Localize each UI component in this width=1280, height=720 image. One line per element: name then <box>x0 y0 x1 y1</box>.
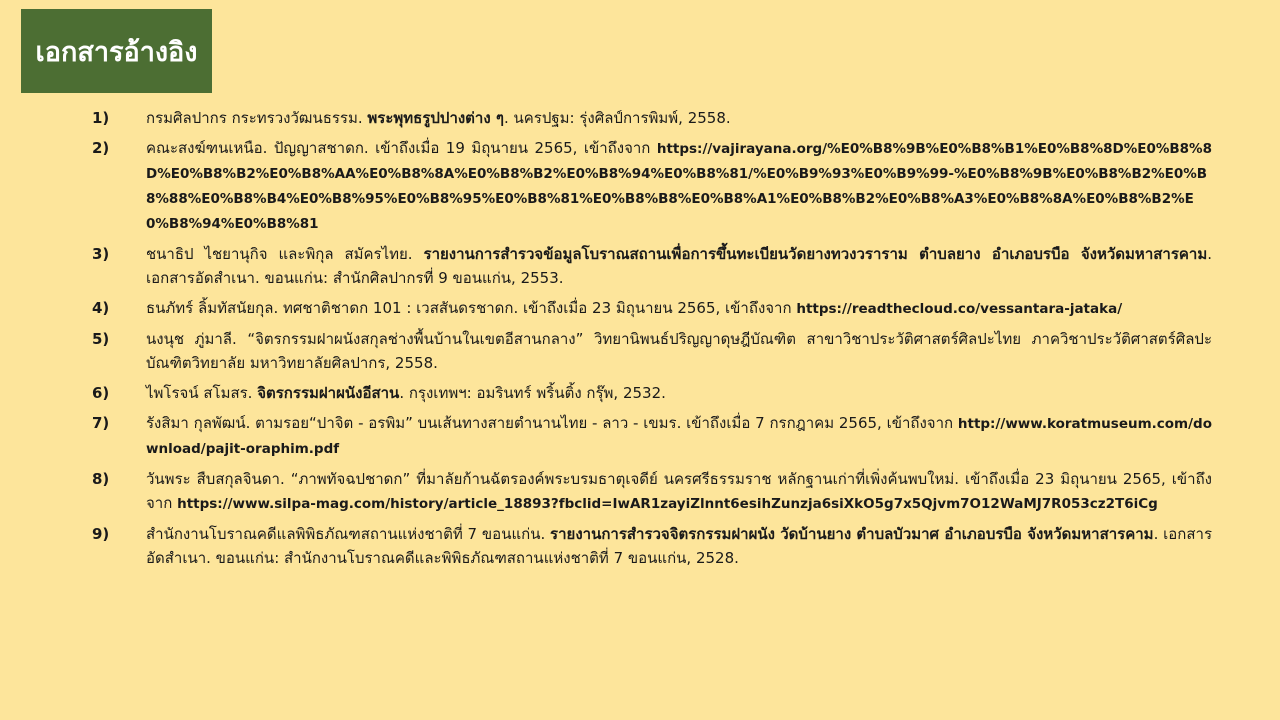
reference-item <box>92 467 1212 516</box>
reference-text <box>146 467 1212 516</box>
reference-author-part: ไพโรจน์ สโมสร. <box>146 384 258 402</box>
reference-item <box>92 327 1212 375</box>
reference-text <box>146 136 1212 236</box>
reference-number: 8) <box>92 470 110 488</box>
reference-publication-part: . นครปฐม: รุ่งศิลป์การพิมพ์, 2558. <box>503 109 731 127</box>
reference-publication-part: . กรุงเทพฯ: อมรินทร์ พริ้นติ้ง กรุ๊พ, 2532. <box>399 384 666 402</box>
reference-title-bold: พระพุทธรูปปางต่าง ๆ <box>367 109 504 127</box>
reference-author-part: คณะสงฆ์ฑนเหนือ. ปัญญาสชาดก. เข้าถึงเมื่อ 19 มิถุนายน 2565, เข้าถึงจาก <box>146 139 651 157</box>
reference-text <box>146 381 1212 405</box>
reference-author-part: นงนุช ภู่มาลี. “จิตรกรรมฝาผนังสกุลช่างพื้นบ้านในเขตอีสานกลาง” วิทยานิพนธ์ปริญญาดุษฎีบัณฑิต สาขาวิชาประวัติศาสตร์ศิลปะไทย ภาควิชาประวัติศาสตร์ศิลปะ บัณฑิตวิทยาลัย มหาวิทยาลัยศิลปากร, 2558. <box>146 330 1212 372</box>
reference-title-bold: รายงานการสำรวจข้อมูลโบราณสถานเพื่อการขึ้นทะเบียนวัดยางทวงวราราม ตำบลยาง อำเภอบรบือ จังหวัดมหาสารคาม <box>423 245 1208 263</box>
reference-url-link[interactable]: https://vajirayana.org/%E0%B8%9B%E0%B8%B1%E0%B8%8D%E0%B8%8D%E0%B8%B2%E0%B8%AA%E0%B8%8A%E0%B8%B2%E0%B8%94%E0%B8%81/%E0%B9%93%E0%B9%99-%E0%B8%9B%E0%B8%B2%E0%B8%88%E0%B8%B4%E0%B8%95%E0%B8%95%E0%B8%81%E0%B8%B8%E0%B8%A1%E0%B8%B2%E0%B8%A3%E0%B8%8A%E0%B8%B2%E0%B8%94%E0%B8%81 <box>146 141 1212 232</box>
reference-number: 6) <box>92 384 110 402</box>
reference-text <box>146 411 1212 461</box>
reference-item <box>92 136 1212 236</box>
reference-author-part: สำนักงานโบราณคดีแลพิพิธภัณฑสถานแห่งชาติที่ 7 ขอนแก่น. <box>146 525 551 543</box>
reference-publication-part: . เอกสารอัดสำเนา. ขอนแก่น: สำนักศิลปากรที่ 9 ขอนแก่น, 2553. <box>146 245 1212 287</box>
reference-item <box>92 296 1212 321</box>
reference-author-part: วันพระ สืบสกุลจินดา. “ภาพทัจฉปชาดก” ที่มาลัยก้านฉัตรองค์พระบรมธาตุเจดีย์ นครศรีธรรมราช หลักฐานเก่าที่เพิ่งค้นพบใหม่. เข้าถึงเมื่อ 23 มิถุนายน 2565, เข้าถึงจาก <box>146 470 1212 512</box>
reference-text <box>146 327 1212 375</box>
reference-number: 4) <box>92 299 110 317</box>
reference-number: 5) <box>92 330 110 348</box>
reference-number: 9) <box>92 525 110 543</box>
reference-url-link[interactable]: https://www.silpa-mag.com/history/article_18893?fbclid=IwAR1zayiZlnnt6esihZunzja6siXkO5g7x5Qjvm7O12WaMJ7R053cz2T6iCg <box>177 496 1158 512</box>
title-box <box>21 9 212 93</box>
page-title: เอกสารอ้างอิง <box>35 36 198 68</box>
reference-author-part: รังสิมา กุลพัฒน์. ตามรอย“ปาจิต - อรพิม” บนเส้นทางสายตำนานไทย - ลาว - เขมร. เข้าถึงเมื่อ 7 กรกฎาคม 2565, เข้าถึงจาก <box>146 414 954 432</box>
reference-title-bold: รายงานการสำรวจจิตรกรรมฝาผนัง วัดบ้านยาง ตำบลบัวมาศ อำเภอบรบือ จังหวัดมหาสารคาม <box>550 525 1154 543</box>
reference-publication-part: . เอกสารอัดสำเนา. ขอนแก่น: สำนักงานโบราณคดีและพิพิธภัณฑสถานแห่งชาติที่ 7 ขอนแก่น, 2528. <box>146 525 1213 567</box>
reference-item <box>92 522 1212 570</box>
reference-author-part: กรมศิลปากร กระทรวงวัฒนธรรม. <box>146 109 368 127</box>
reference-text <box>146 522 1212 570</box>
reference-author-part: ชนาธิป ไชยานุกิจ และพิกุล สมัครไทย. <box>146 245 424 263</box>
reference-list <box>92 106 1212 576</box>
reference-url-link[interactable]: https://readthecloud.co/vessantara-jataka/ <box>796 301 1123 317</box>
reference-item <box>92 381 1212 405</box>
reference-number: 3) <box>92 245 110 263</box>
reference-item <box>92 411 1212 461</box>
reference-item <box>92 242 1212 290</box>
reference-title-bold: จิตรกรรมฝาผนังอีสาน <box>257 384 400 402</box>
reference-item <box>92 106 1212 130</box>
reference-text <box>146 106 1212 130</box>
reference-text <box>146 296 1212 321</box>
reference-number: 2) <box>92 139 110 157</box>
reference-url-link[interactable]: http://www.koratmuseum.com/download/pajit-oraphim.pdf <box>146 416 1212 457</box>
reference-text <box>146 242 1212 290</box>
reference-author-part: ธนภัทร์ ลิ้มทัสนัยกุล. ทศชาติชาดก 101 : เวสสันดรชาดก. เข้าถึงเมื่อ 23 มิถุนายน 2565, เข้าถึงจาก <box>146 299 792 317</box>
reference-number: 1) <box>92 109 110 127</box>
reference-number: 7) <box>92 414 110 432</box>
